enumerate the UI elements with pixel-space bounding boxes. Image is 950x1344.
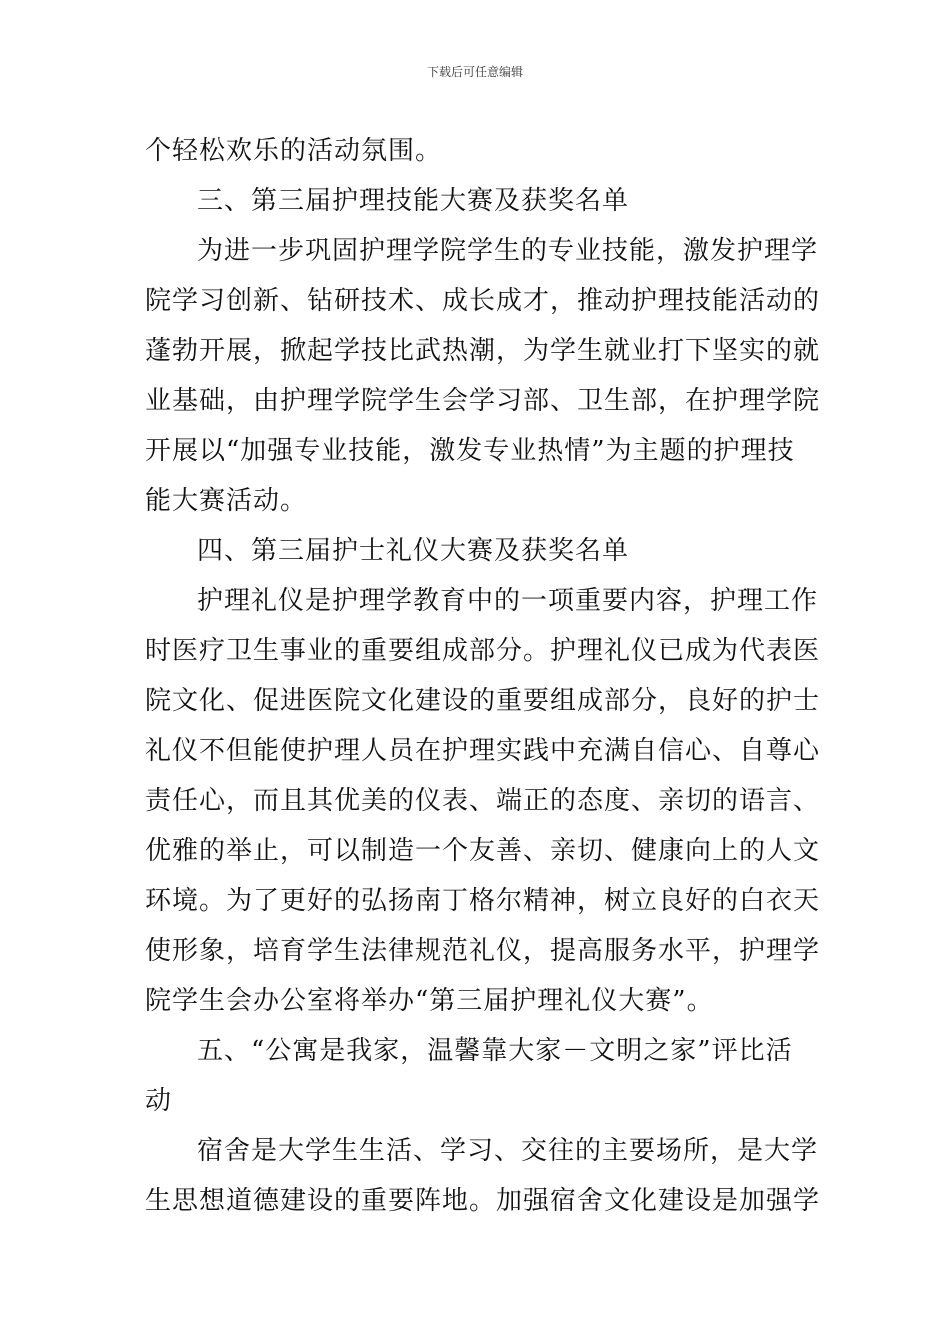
text-line: 时医疗卫生事业的重要组成部分。护理礼仪已成为代表医 bbox=[145, 636, 821, 666]
section-heading: 三、第三届护理技能大赛及获奖名单 bbox=[197, 186, 630, 216]
section-heading: 四、第三届护士礼仪大赛及获奖名单 bbox=[197, 536, 630, 566]
text-line: 院文化、促进医院文化建设的重要组成部分，良好的护士 bbox=[145, 686, 821, 716]
page-header: 下载后可任意编辑 bbox=[426, 65, 523, 79]
text-line: 使形象，培育学生法律规范礼仪，提高服务水平，护理学 bbox=[145, 936, 821, 966]
text-line: 能大赛活动。 bbox=[145, 486, 308, 516]
section-heading: 五、“公寓是我家，温馨靠大家－文明之家”评比活 bbox=[197, 1036, 793, 1066]
text-line: 院学生会办公室将举办“第三届护理礼仪大赛”。 bbox=[145, 986, 714, 1016]
text-line: 护理礼仪是护理学教育中的一项重要内容，护理工作 bbox=[197, 586, 819, 616]
text-line: 责任心，而且其优美的仪表、端正的态度、亲切的语言、 bbox=[145, 786, 821, 816]
text-line: 业基础，由护理学院学生会学习部、卫生部，在护理学院 bbox=[145, 386, 821, 416]
text-line: 礼仪不但能使护理人员在护理实践中充满自信心、自尊心 bbox=[145, 736, 821, 766]
text-line: 优雅的举止，可以制造一个友善、亲切、健康向上的人文 bbox=[145, 836, 821, 866]
text-line: 宿舍是大学生生活、学习、交往的主要场所，是大学 bbox=[197, 1136, 819, 1166]
text-line: 蓬勃开展，掀起学技比武热潮，为学生就业打下坚实的就 bbox=[145, 336, 821, 366]
text-line: 环境。为了更好的弘扬南丁格尔精神，树立良好的白衣天 bbox=[145, 886, 821, 916]
text-line: 院学习创新、钻研技术、成长成才，推动护理技能活动的 bbox=[145, 286, 821, 316]
text-line: 个轻松欢乐的活动氛围。 bbox=[145, 136, 443, 166]
text-line: 为进一步巩固护理学院学生的专业技能，激发护理学 bbox=[197, 236, 819, 266]
text-line: 开展以“加强专业技能，激发专业热情”为主题的护理技 bbox=[145, 436, 795, 466]
text-line: 生思想道德建设的重要阵地。加强宿舍文化建设是加强学 bbox=[145, 1186, 821, 1216]
document-body bbox=[145, 126, 821, 1226]
text-line: 动 bbox=[145, 1086, 173, 1116]
